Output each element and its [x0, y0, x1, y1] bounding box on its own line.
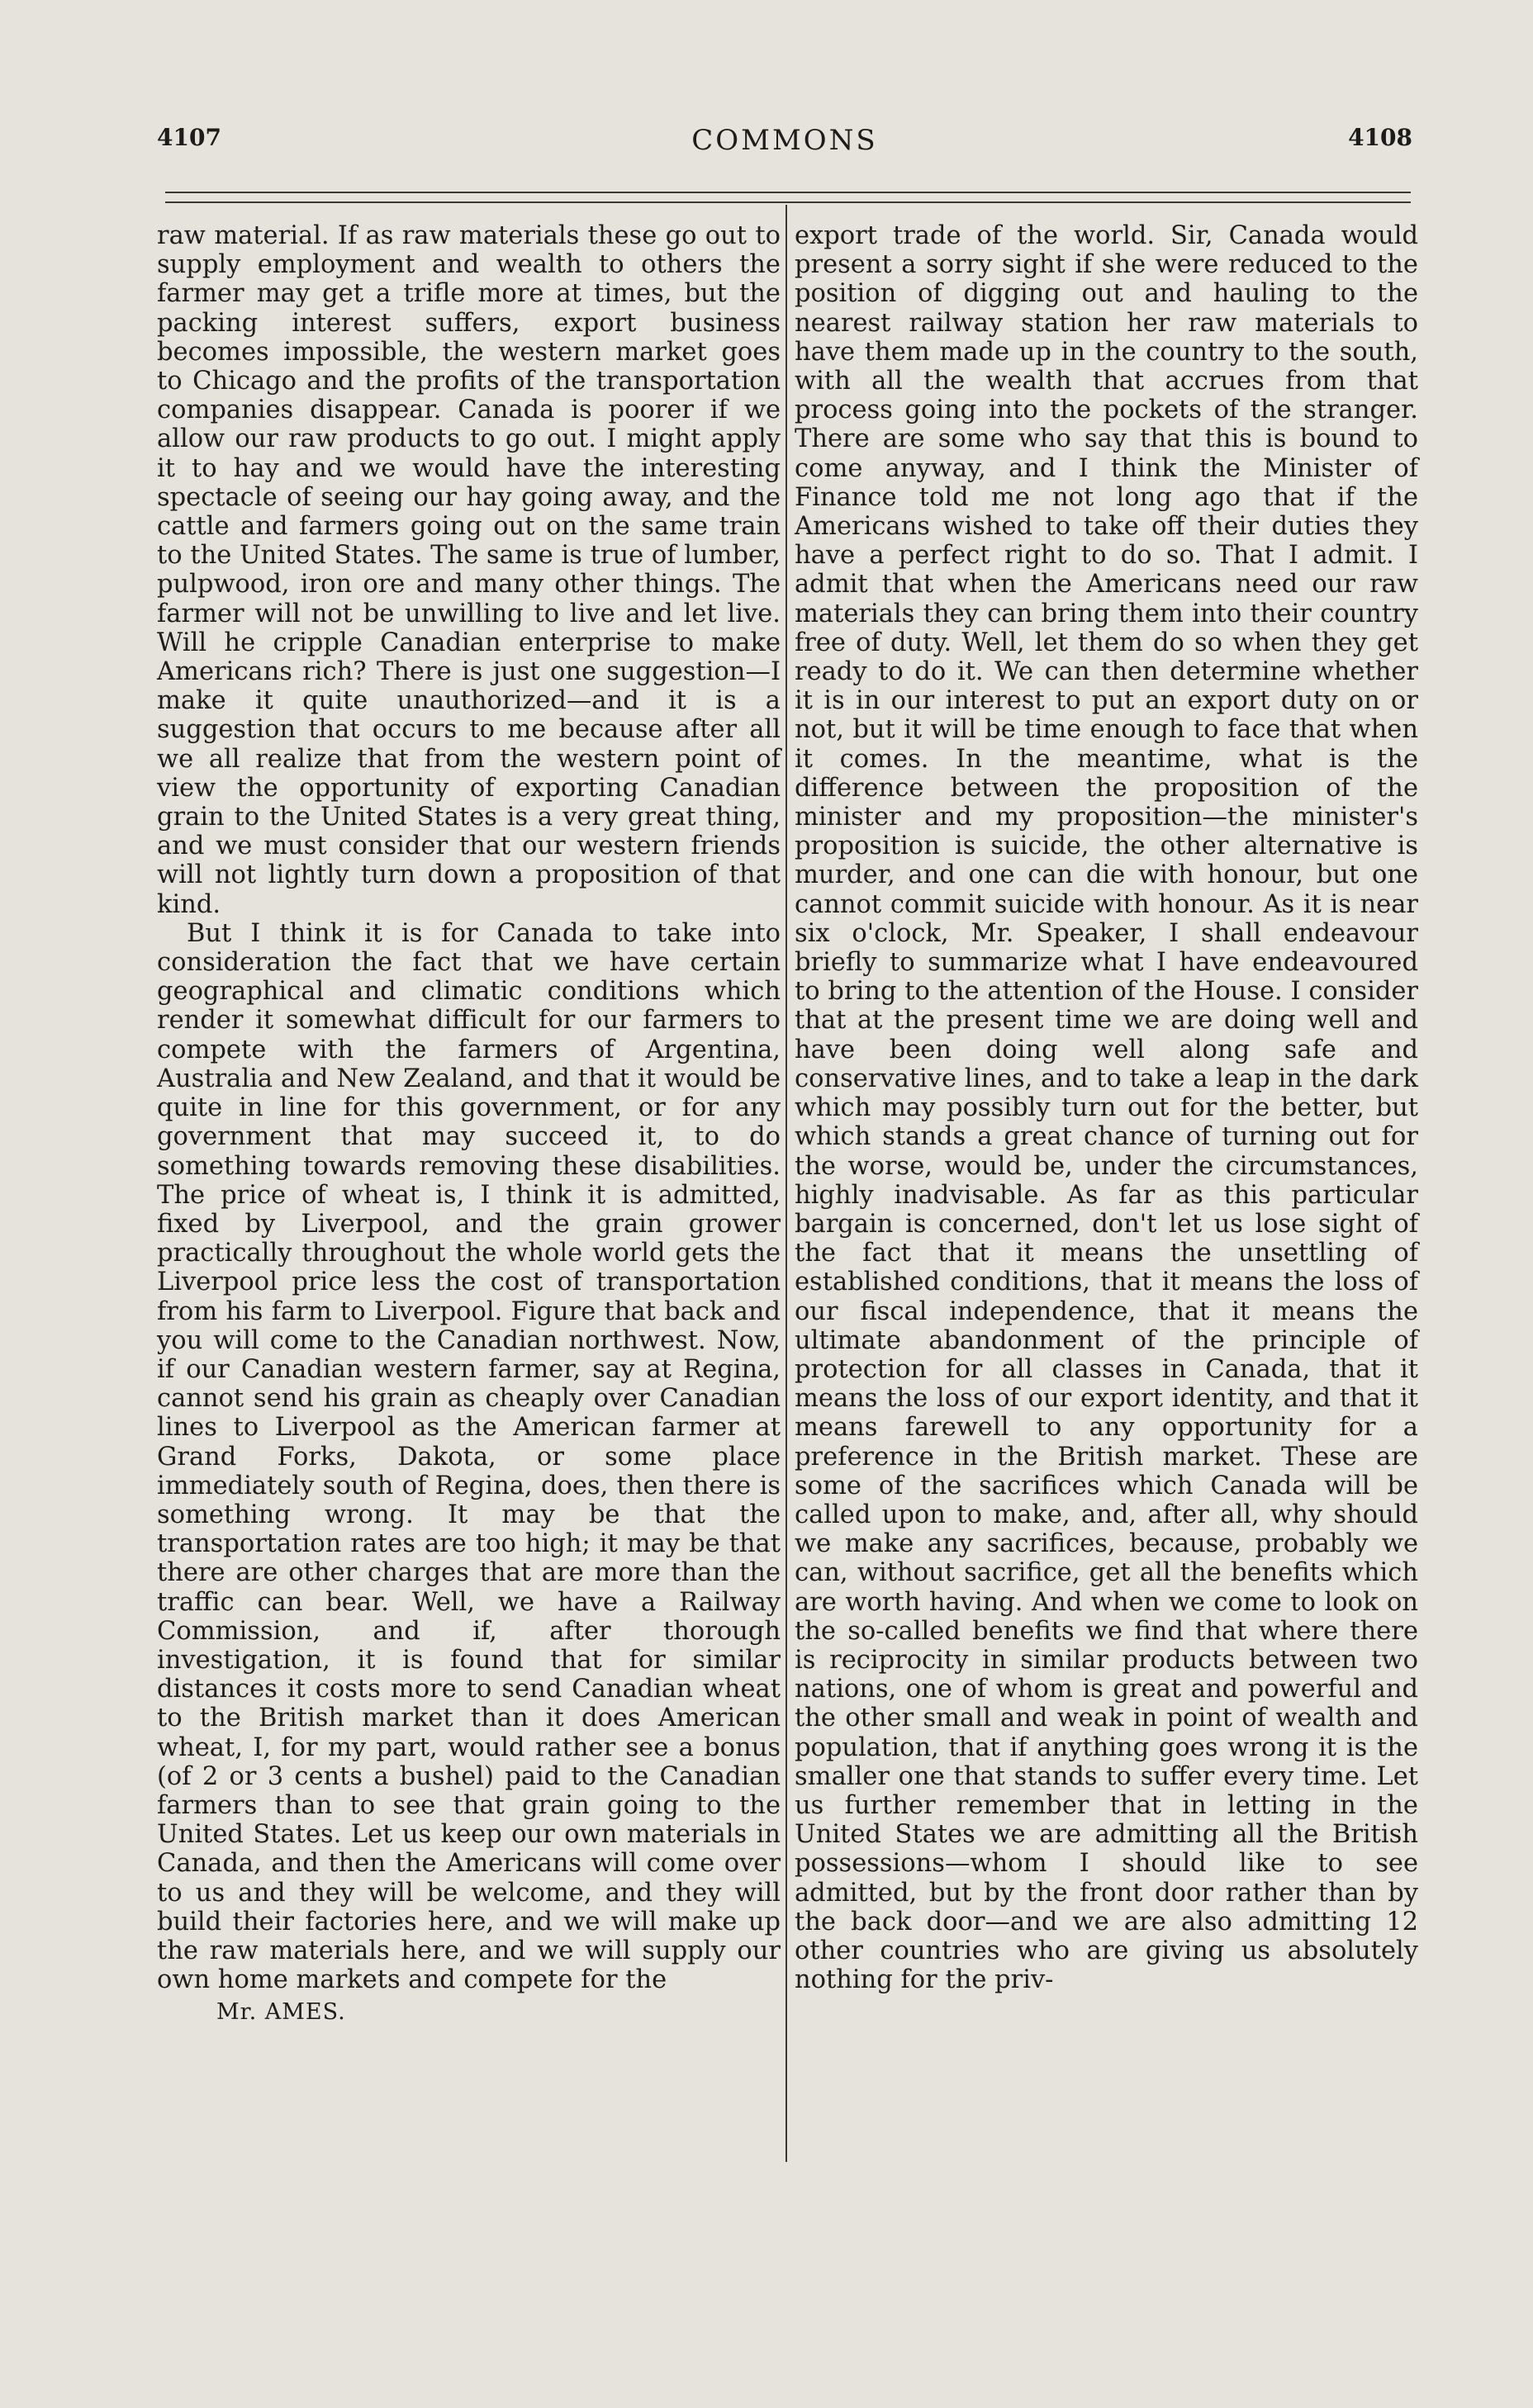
left-paragraph-2: But I think it is for Canada to take into consideration the fact that we have certain geographical and climatic conditions which render it somewhat difficult for our farmers to compete with the farmers of Argentina, Australia and New Zealand, and that it would be quite in line for this government, or for any government that may succeed it, to do something towards removing these disabilities. The price of wheat is, I think it is admitted, fixed by Liverpool, and the grain grower practically throughout the whole world gets the Liverpool price less the cost of transportation from his farm to Liverpool. Figure that back and you will come to the Canadian northwest. Now, if our Canadian western farmer, say at Regina, cannot send his grain as cheaply over Canadian lines to Liverpool as the American farmer at Grand Forks, Dakota, or some place immediately south of Regina, does, then there is something wrong. It may be that the transportation rates are too high; it may be that there are other charges that are more than the traffic can bear. Well, we have a Railway Commission, and if, after thorough investigation, it is found that for similar distances it costs more to send Canadian wheat to the British market than it does American wheat, I, for my part, would rather see a bonus (of 2 or 3 cents a bushel) paid to the Canadian farmers than to see that grain going to the United States. Let us keep our own materials in Canada, and then the Americans will come over to us and they will be welcome, and they will build their factories here, and we will make up the raw materials here, and we will supply our own home markets and compete for the: [157, 918, 781, 1995]
page-header: [157, 124, 1412, 173]
left-paragraph-1: raw material. If as raw materials these go out to supply employment and wealth to others the farmer may get a trifle more at times, but the packing interest suffers, export business becomes impossible, the western market goes to Chicago and the profits of the transportation companies disappear. Canada is poorer if we allow our raw products to go out. I might apply it to hay and we would have the interesting spectacle of seeing our hay going away, and the cattle and farmers going out on the same train to the United States. The same is true of lumber, pulpwood, iron ore and many other things. The farmer will not be unwilling to live and let live. Will he cripple Canadian enterprise to make Americans rich? There is just one suggestion—I make it quite unauthorized—and it is a suggestion that occurs to me because after all we all realize that from the western point of view the opportunity of exporting Canadian grain to the United States is a very great thing, and we must consider that our western friends will not lightly turn down a proposition of that kind.: [157, 221, 781, 919]
right-column: [795, 221, 1418, 1994]
right-paragraph-1: export trade of the world. Sir, Canada would present a sorry sight if she were reduced to the position of digging out and hauling to the nearest railway station her raw materials to have them made up in the country to the south, with all the wealth that accrues from that process going into the pockets of the stranger. There are some who say that this is bound to come anyway, and I think the Minister of Finance told me not long ago that if the Americans wished to take off their duties they have a perfect right to do so. That I admit. I admit that when the Americans need our raw materials they can bring them into their country free of duty. Well, let them do so when they get ready to do it. We can then determine whether it is in our interest to put an export duty on or not, but it will be time enough to face that when it comes. In the meantime, what is the difference between the proposition of the minister and my proposition—the minister's proposition is suicide, the other alternative is murder, and one can die with honour, but one cannot commit suicide with honour. As it is near six o'clock, Mr. Speaker, I shall endeavour briefly to summarize what I have endeavoured to bring to the attention of the House. I consider that at the present time we are doing well and have been doing well along safe and conservative lines, and to take a leap in the dark which may possibly turn out for the better, but which stands a great chance of turning out for the worse, would be, under the circumstances, highly inadvisable. As far as this particular bargain is concerned, don't let us lose sight of the fact that it means the unsettling of established conditions, that it means the loss of our fiscal independence, that it means the ultimate abandonment of the principle of protection for all classes in Canada, that it means the loss of our export identity, and that it means farewell to any opportunity for a preference in the British market. These are some of the sacrifices which Canada will be called upon to make, and, after all, why should we make any sacrifices, because, probably we can, without sacrifice, get all the benefits which are worth having. And when we come to look on the so-called benefits we find that where there is reciprocity in similar products between two nations, one of whom is great and powerful and the other small and weak in point of wealth and population, that if anything goes wrong it is the smaller one that stands to suffer every time. Let us further remember that in letting in the United States we are admitting all the British possessions—whom I should like to see admitted, but by the front door rather than by the back door—and we are also admitting 12 other countries who are giving us absolutely nothing for the priv-: [795, 221, 1418, 1995]
left-page-number: 4107: [157, 124, 221, 151]
right-page-number: 4108: [1348, 124, 1412, 151]
speaker-footer: Mr. AMES.: [216, 1999, 346, 2026]
column-divider: [785, 205, 787, 2162]
left-column: [157, 221, 781, 2027]
header-rule-top: [165, 192, 1411, 193]
running-head-title: COMMONS: [691, 124, 878, 157]
header-rule-bottom: [165, 201, 1411, 203]
